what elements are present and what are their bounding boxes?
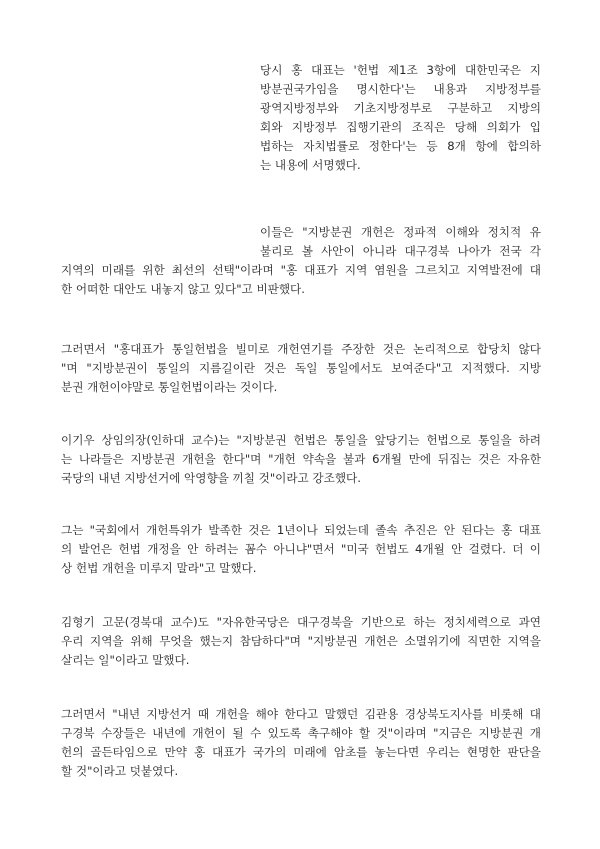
text-line: 회와 지방정부 집행기관의 조직은 당해 의회가 입 — [260, 120, 541, 134]
paragraph-1 — [260, 61, 541, 175]
text-line: 지역의 미래를 위한 최선의 선택"이라며 "홍 대표가 지역 염원을 그르치고 지역발전에 대 — [61, 263, 541, 277]
text-line: 할 것"이라고 덧붙였다. — [61, 764, 179, 778]
text-line: 그러면서 "내년 지방선거 때 개헌을 해야 한다고 말했던 김관용 경상북도지사를 비롯해 대 — [61, 707, 541, 721]
text-line: 이들은 "지방분권 개헌은 정파적 이해와 정치적 유 — [260, 225, 541, 239]
text-line: "며 "지방분권이 통일의 지름길이란 것은 독일 통일에서도 보여준다"고 지적했다. 지방 — [61, 361, 541, 375]
text-line: 그는 "국회에서 개헌특위가 발족한 것은 1년이나 되었는데 졸속 추진은 안 된다는 홍 대표 — [61, 523, 541, 537]
text-line: 우리 지역을 위해 무엇을 했는지 참담하다"며 "지방분권 개헌은 소멸위기에 직면한 지역을 — [61, 634, 541, 648]
text-line: 김형기 고문(경북대 교수)도 "자유한국당은 대구경북을 기반으로 하는 정치세력으로 과연 — [61, 615, 541, 629]
text-line: 한 어떠한 대안도 내놓지 않고 있다"고 비판했다. — [61, 282, 305, 296]
text-line: 는 나라들은 지방분권 개헌을 한다"며 "개헌 약속을 불과 6개월 만에 뒤집는 것은 자유한 — [61, 452, 541, 466]
text-line: 그러면서 "홍대표가 통일헌법을 빌미로 개헌연기를 주장한 것은 논리적으로 합당치 않다 — [61, 342, 541, 356]
text-line: 이기우 상임의장(인하대 교수)는 "지방분권 헌법은 통일을 앞당기는 헌법으로 통일을 하려 — [61, 433, 541, 447]
text-line: 는 내용에 서명했다. — [260, 158, 361, 172]
text-line: 구경북 수장들은 내년에 개헌이 될 수 있도록 촉구해야 할 것"이라며 "지금은 지방분권 개 — [61, 726, 541, 740]
paragraph-5 — [61, 521, 541, 578]
text-line: 살리는 일"이라고 말했다. — [61, 653, 190, 667]
paragraph-7 — [61, 705, 541, 781]
text-line: 분권 개헌이야말로 통일헌법이라는 것이다. — [61, 380, 278, 394]
text-line: 국당의 내년 지방선거에 악영향을 끼칠 것"이라고 강조했다. — [61, 471, 361, 485]
text-line: 당시 홍 대표는 '헌법 제1조 3항에 대한민국은 지 — [260, 63, 541, 77]
text-line: 의 발언은 헌법 개정을 안 하려는 꼼수 아니냐"면서 "미국 헌법도 4개월 안 걸렸다. 더 이 — [61, 542, 541, 556]
paragraph-4 — [61, 431, 541, 488]
paragraph-6 — [61, 613, 541, 670]
text-line: 법하는 자치법률로 정한다'는 등 8개 항에 합의하 — [260, 139, 541, 153]
text-line: 불리로 볼 사안이 아니라 대구경북 나아가 전국 각 — [260, 244, 541, 258]
text-line: 광역지방정부와 기초지방정부로 구분하고 지방의 — [260, 101, 541, 115]
paragraph-3 — [61, 340, 541, 397]
text-line: 상 헌법 개헌을 미루지 말라"고 말했다. — [61, 561, 257, 575]
paragraph-2 — [61, 223, 541, 299]
text-line: 방분권국가임을 명시한다'는 내용과 지방정부를 — [260, 82, 541, 96]
text-line: 헌의 골든타임으로 만약 홍 대표가 국가의 미래에 암초를 놓는다면 우리는 현명한 판단을 — [61, 745, 541, 759]
